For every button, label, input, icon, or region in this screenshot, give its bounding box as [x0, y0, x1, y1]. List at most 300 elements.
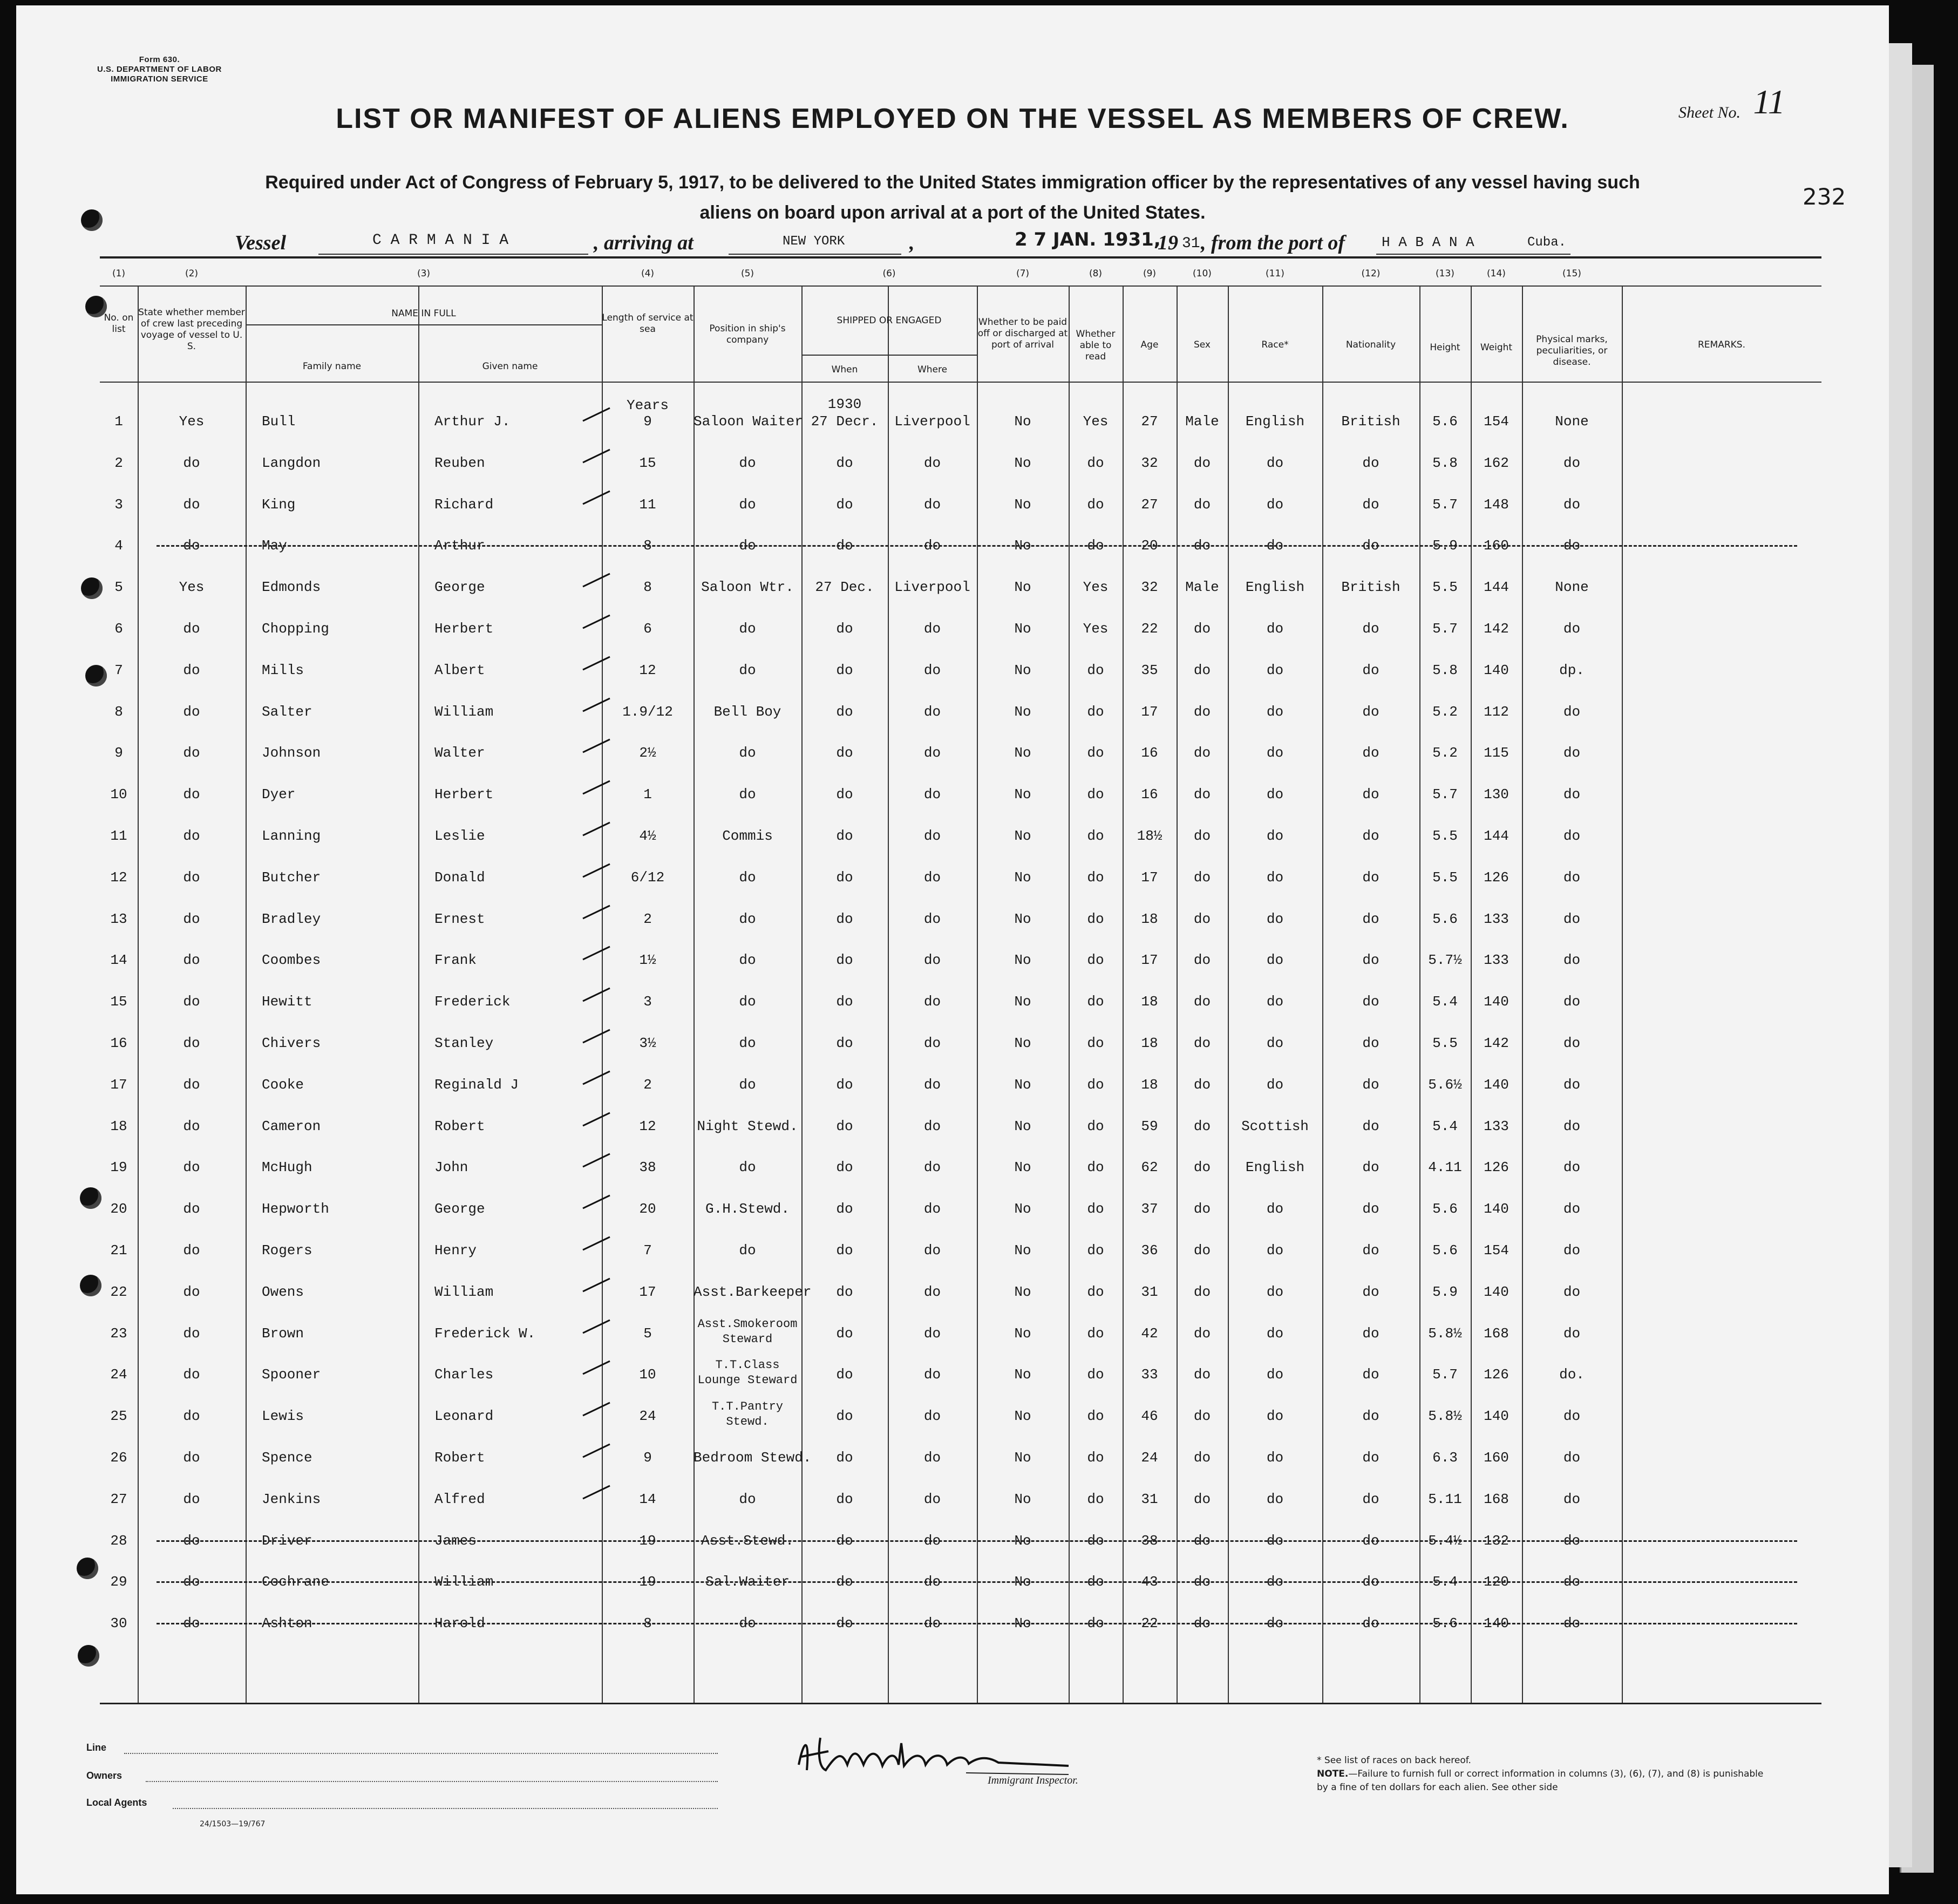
cell-length: 1½: [639, 952, 656, 969]
cell-position: Asst.Smokeroom Steward: [697, 1317, 798, 1346]
cell-sex: Male: [1185, 413, 1219, 430]
cell-length: 6: [643, 621, 652, 637]
cell-when: do: [836, 828, 853, 844]
cell-race: do: [1266, 1491, 1284, 1507]
cell-prev: do: [183, 1076, 200, 1093]
cell-height: 5.8: [1432, 454, 1458, 471]
cell-age: 32: [1141, 579, 1158, 596]
cell-age: 27: [1141, 496, 1158, 513]
cell-sex: do: [1193, 1615, 1211, 1632]
cell-given: Walter: [434, 745, 485, 761]
cell-where: do: [923, 1491, 941, 1507]
from-country: Cuba.: [1527, 235, 1567, 250]
cell-prev: do: [183, 828, 200, 844]
cell-when: do: [836, 869, 853, 886]
punch-hole-icon: [80, 1187, 101, 1209]
cell-no: 1: [114, 413, 123, 430]
cell-family: Driver: [262, 1532, 312, 1549]
cell-given: Robert: [434, 1450, 485, 1466]
check-mark-icon: [580, 818, 613, 840]
penalty-note: [1317, 1767, 1770, 1794]
cell-read: do: [1087, 910, 1104, 927]
check-mark-icon: [580, 611, 613, 633]
cell-no: 4: [114, 538, 123, 554]
cell-length: 5: [643, 1325, 652, 1342]
cell-race: do: [1266, 1325, 1284, 1342]
cell-weight: 140: [1484, 1076, 1509, 1093]
cell-age: 43: [1141, 1574, 1158, 1590]
cell-weight: 140: [1484, 1201, 1509, 1218]
cell-age: 59: [1141, 1118, 1158, 1134]
cell-paid: No: [1014, 910, 1031, 927]
cell-sex: do: [1193, 1035, 1211, 1051]
cell-paid: No: [1014, 869, 1031, 886]
cell-no: 3: [114, 496, 123, 513]
cell-prev: do: [183, 1366, 200, 1383]
cell-physical: dp.: [1559, 662, 1585, 678]
cell-weight: 126: [1484, 1159, 1509, 1176]
column-rule: [246, 285, 247, 1703]
cell-length: 8: [643, 579, 652, 596]
cell-physical: do: [1563, 1283, 1581, 1300]
column-number: (15): [1562, 268, 1581, 279]
cell-family: Langdon: [262, 454, 321, 471]
from-port-underline: [1376, 254, 1571, 255]
cell-read: do: [1087, 1574, 1104, 1590]
cell-no: 17: [110, 1076, 127, 1093]
cell-position: T.T.Class Lounge Steward: [697, 1358, 798, 1388]
column-number: (9): [1143, 268, 1157, 279]
cell-family: Hewitt: [262, 994, 312, 1010]
cell-physical: do: [1563, 1118, 1581, 1134]
cell-no: 16: [110, 1035, 127, 1051]
cell-race: do: [1266, 538, 1284, 554]
cell-no: 25: [110, 1408, 127, 1425]
cell-physical: do: [1563, 1408, 1581, 1425]
cell-race: do: [1266, 1366, 1284, 1383]
cell-physical: do: [1563, 910, 1581, 927]
cell-no: 26: [110, 1450, 127, 1466]
cell-paid: No: [1014, 1035, 1031, 1051]
cell-read: do: [1087, 745, 1104, 761]
cell-physical: do: [1563, 1242, 1581, 1259]
header-remarks: REMARKS.: [1697, 339, 1745, 350]
cell-paid: No: [1014, 1159, 1031, 1176]
cell-nationality: British: [1341, 579, 1400, 596]
cell-length: 9: [643, 1450, 652, 1466]
cell-no: 2: [114, 454, 123, 471]
cell-no: 19: [110, 1159, 127, 1176]
cell-length: 9: [643, 413, 652, 430]
cell-family: Rogers: [262, 1242, 312, 1259]
cell-no: 14: [110, 952, 127, 969]
cell-position: do: [739, 910, 756, 927]
cell-paid: No: [1014, 828, 1031, 844]
cell-where: do: [923, 1283, 941, 1300]
cell-length: 3½: [639, 1035, 656, 1051]
cell-nationality: do: [1362, 1076, 1379, 1093]
strike-line: [157, 1581, 1797, 1583]
check-mark-icon: [580, 1025, 613, 1047]
cell-when: do: [836, 1366, 853, 1383]
cell-prev: do: [183, 1574, 200, 1590]
cell-family: Lanning: [262, 828, 321, 844]
cell-height: 5.4½: [1428, 1532, 1462, 1549]
cell-height: 5.7: [1432, 496, 1458, 513]
cell-prev: do: [183, 1615, 200, 1632]
check-mark-icon: [580, 694, 613, 716]
cell-weight: 133: [1484, 1118, 1509, 1134]
cell-race: do: [1266, 828, 1284, 844]
cell-read: Yes: [1083, 579, 1109, 596]
cell-length-unit: Years: [626, 397, 669, 413]
cell-race: do: [1266, 869, 1284, 886]
cell-physical: do: [1563, 1035, 1581, 1051]
cell-height: 5.6: [1432, 1615, 1458, 1632]
cell-weight: 154: [1484, 1242, 1509, 1259]
cell-read: do: [1087, 869, 1104, 886]
cell-where: do: [923, 496, 941, 513]
cell-sex: do: [1193, 910, 1211, 927]
cell-paid: No: [1014, 1574, 1031, 1590]
cell-when: 27 Decr.: [811, 413, 879, 430]
cell-age: 33: [1141, 1366, 1158, 1383]
punch-hole-icon: [81, 577, 103, 599]
cell-position: Asst.Barkeeper: [694, 1283, 812, 1300]
cell-physical: do: [1563, 952, 1581, 969]
cell-height: 6.3: [1432, 1450, 1458, 1466]
cell-sex: do: [1193, 538, 1211, 554]
cell-sex: do: [1193, 1076, 1211, 1093]
cell-length: 8: [643, 1615, 652, 1632]
cell-sex: do: [1193, 994, 1211, 1010]
check-mark-icon: [580, 860, 613, 881]
cell-height: 5.7½: [1428, 952, 1462, 969]
cell-weight: 140: [1484, 662, 1509, 678]
cell-race: do: [1266, 1408, 1284, 1425]
year-suffix: 31: [1182, 235, 1200, 252]
cell-length: 24: [639, 1408, 656, 1425]
cell-given: James: [434, 1532, 477, 1549]
check-mark-icon: [580, 984, 613, 1005]
cell-when: do: [836, 1615, 853, 1632]
cell-no: 18: [110, 1118, 127, 1134]
cell-weight: 168: [1484, 1325, 1509, 1342]
cell-paid: No: [1014, 952, 1031, 969]
cell-given: Henry: [434, 1242, 477, 1259]
cell-where: do: [923, 454, 941, 471]
subtitle-line: aliens on board upon arrival at a port of the United States.: [699, 202, 1206, 223]
cell-paid: No: [1014, 538, 1031, 554]
cell-paid: No: [1014, 1325, 1031, 1342]
cell-read: do: [1087, 1118, 1104, 1134]
cell-given: Arthur: [434, 538, 485, 554]
cell-length: 6/12: [630, 869, 665, 886]
from-label: , from the port of: [1201, 232, 1345, 254]
cell-nationality: do: [1362, 869, 1379, 886]
cell-when: do: [836, 662, 853, 678]
cell-length: 14: [639, 1491, 656, 1507]
cell-weight: 140: [1484, 1615, 1509, 1632]
cell-paid: No: [1014, 1283, 1031, 1300]
cell-given: Ernest: [434, 910, 485, 927]
check-mark-icon: [580, 1233, 613, 1254]
cell-height: 5.11: [1428, 1491, 1462, 1507]
cell-sex: do: [1193, 703, 1211, 720]
cell-where: do: [923, 1532, 941, 1549]
cell-paid: No: [1014, 1242, 1031, 1259]
cell-race: do: [1266, 1283, 1284, 1300]
cell-no: 5: [114, 579, 123, 596]
cell-nationality: do: [1362, 1574, 1379, 1590]
column-number: (3): [417, 268, 431, 279]
cell-family: McHugh: [262, 1159, 312, 1176]
cell-physical: do.: [1559, 1366, 1585, 1383]
header-shipped-engaged: SHIPPED OR ENGAGED: [837, 315, 942, 326]
cell-where: do: [923, 1615, 941, 1632]
cell-given: Leonard: [434, 1408, 494, 1425]
cell-race: do: [1266, 1532, 1284, 1549]
cell-nationality: do: [1362, 1325, 1379, 1342]
cell-read: do: [1087, 786, 1104, 803]
inspector-label: Immigrant Inspector.: [988, 1774, 1078, 1786]
cell-given: Stanley: [434, 1035, 494, 1051]
cell-sex: do: [1193, 1283, 1211, 1300]
cell-prev: do: [183, 496, 200, 513]
header-no-on-list: No. on list: [104, 312, 134, 335]
cell-nationality: do: [1362, 745, 1379, 761]
cell-where: do: [923, 1118, 941, 1134]
cell-nationality: do: [1362, 1118, 1379, 1134]
cell-position: do: [739, 952, 756, 969]
cell-no: 27: [110, 1491, 127, 1507]
cell-given: Charles: [434, 1366, 494, 1383]
cell-family: Spence: [262, 1450, 312, 1466]
cell-read: do: [1087, 538, 1104, 554]
cell-nationality: do: [1362, 703, 1379, 720]
column-number: (7): [1016, 268, 1030, 279]
cell-position: Asst.Stewd.: [701, 1532, 794, 1549]
cell-sex: do: [1193, 786, 1211, 803]
from-port: H A B A N A: [1382, 234, 1474, 250]
cell-weight: 160: [1484, 1450, 1509, 1466]
cell-position: do: [739, 1242, 756, 1259]
cell-height: 5.9: [1432, 538, 1458, 554]
cell-nationality: do: [1362, 1491, 1379, 1507]
cell-family: Brown: [262, 1325, 304, 1342]
cell-nationality: do: [1362, 1408, 1379, 1425]
cell-when: do: [836, 910, 853, 927]
cell-age: 31: [1141, 1283, 1158, 1300]
cell-family: Johnson: [262, 745, 321, 761]
cell-read: do: [1087, 1201, 1104, 1218]
cell-paid: No: [1014, 662, 1031, 678]
cell-given: George: [434, 579, 485, 596]
arrival-port: NEW YORK: [783, 234, 845, 249]
cell-race: do: [1266, 1242, 1284, 1259]
cell-when: do: [836, 1574, 853, 1590]
check-mark-icon: [580, 445, 613, 467]
cell-sex: do: [1193, 1325, 1211, 1342]
cell-given: William: [434, 1283, 494, 1300]
cell-weight: 144: [1484, 579, 1509, 596]
cell-age: 31: [1141, 1491, 1158, 1507]
column-number: (1): [112, 268, 126, 279]
cell-read: Yes: [1083, 413, 1109, 430]
cell-where: do: [923, 745, 941, 761]
cell-no: 9: [114, 745, 123, 761]
cell-age: 62: [1141, 1159, 1158, 1176]
cell-weight: 162: [1484, 454, 1509, 471]
strike-line: [157, 1540, 1797, 1542]
cell-when: do: [836, 496, 853, 513]
cell-where: do: [923, 662, 941, 678]
cell-age: 32: [1141, 454, 1158, 471]
department: U.S. DEPARTMENT OF LABOR: [97, 65, 222, 74]
cell-given: Harold: [434, 1615, 485, 1632]
cell-weight: 140: [1484, 1283, 1509, 1300]
crew-table: [100, 256, 1821, 1704]
cell-given: William: [434, 703, 494, 720]
page-title: LIST OR MANIFEST OF ALIENS EMPLOYED ON THE VESSEL AS MEMBERS OF CREW.: [336, 103, 1569, 134]
subtitle-line: Required under Act of Congress of February 5, 1917, to be delivered to the United States immigration officer by the representatives of any vessel having such: [265, 172, 1640, 193]
cell-when: 27 Dec.: [815, 579, 874, 596]
cell-position: G.H.Stewd.: [705, 1201, 790, 1218]
cell-height: 5.8: [1432, 662, 1458, 678]
cell-prev: do: [183, 1242, 200, 1259]
cell-length: 19: [639, 1574, 656, 1590]
cell-where: do: [923, 1408, 941, 1425]
cell-no: 10: [110, 786, 127, 803]
check-mark-icon: [580, 487, 613, 508]
cell-family: Spooner: [262, 1366, 321, 1383]
cell-height: 5.4: [1432, 1118, 1458, 1134]
year-prefix: 19: [1158, 232, 1178, 254]
agents-label: Local Agents: [86, 1797, 147, 1808]
cell-height: 5.5: [1432, 828, 1458, 844]
cell-family: Lewis: [262, 1408, 304, 1425]
cell-prev: do: [183, 1408, 200, 1425]
cell-family: King: [262, 496, 296, 513]
cell-when: do: [836, 1242, 853, 1259]
date-stamp: 2 7 JAN. 1931,: [1015, 229, 1161, 250]
cell-weight: 140: [1484, 1408, 1509, 1425]
cell-when: do: [836, 952, 853, 969]
cell-no: 24: [110, 1366, 127, 1383]
header-when: When: [831, 364, 858, 375]
cell-when: do: [836, 994, 853, 1010]
cell-race: English: [1245, 1159, 1305, 1176]
cell-when: do: [836, 1201, 853, 1218]
cell-where: do: [923, 1201, 941, 1218]
cell-given: Reuben: [434, 454, 485, 471]
note-prefix: NOTE.: [1317, 1769, 1349, 1779]
cell-physical: do: [1563, 496, 1581, 513]
cell-prev: do: [183, 1325, 200, 1342]
cell-prev: do: [183, 1118, 200, 1134]
cell-sex: do: [1193, 828, 1211, 844]
check-mark-icon: [580, 1067, 613, 1089]
cell-physical: do: [1563, 1076, 1581, 1093]
cell-paid: No: [1014, 413, 1031, 430]
cell-where: do: [923, 952, 941, 969]
cell-family: May: [262, 538, 287, 554]
cell-prev: do: [183, 703, 200, 720]
header-sex: Sex: [1193, 339, 1211, 350]
cell-position: Bell Boy: [713, 703, 781, 720]
cell-where: do: [923, 1076, 941, 1093]
strike-line: [157, 1623, 1797, 1624]
cell-position: do: [739, 662, 756, 678]
cell-position: do: [739, 538, 756, 554]
cell-no: 12: [110, 869, 127, 886]
cell-nationality: do: [1362, 496, 1379, 513]
cell-given: John: [434, 1159, 468, 1176]
header-nationality: Nationality: [1345, 339, 1396, 350]
cell-race: do: [1266, 454, 1284, 471]
cell-weight: 132: [1484, 1532, 1509, 1549]
cell-nationality: do: [1362, 1159, 1379, 1176]
cell-read: Yes: [1083, 621, 1109, 637]
cell-given: Reginald J: [434, 1076, 519, 1093]
cell-physical: do: [1563, 1532, 1581, 1549]
check-mark-icon: [580, 942, 613, 964]
cell-position: do: [739, 994, 756, 1010]
cell-no: 28: [110, 1532, 127, 1549]
cell-length: 17: [639, 1283, 656, 1300]
cell-height: 5.8½: [1428, 1408, 1462, 1425]
cell-nationality: do: [1362, 1532, 1379, 1549]
check-mark-icon: [580, 777, 613, 798]
cell-given: Donald: [434, 869, 485, 886]
cell-when: do: [836, 621, 853, 637]
check-mark-icon: [580, 404, 613, 425]
cell-read: do: [1087, 952, 1104, 969]
cell-physical: do: [1563, 454, 1581, 471]
cell-age: 38: [1141, 1532, 1158, 1549]
check-mark-icon: [580, 1440, 613, 1461]
cell-weight: 115: [1484, 745, 1509, 761]
punch-hole-icon: [80, 1275, 101, 1296]
cell-paid: No: [1014, 994, 1031, 1010]
header-length-service: Length of service at sea: [602, 312, 694, 335]
cell-read: do: [1087, 1615, 1104, 1632]
cell-prev: do: [183, 1201, 200, 1218]
cell-sex: do: [1193, 1574, 1211, 1590]
cell-where: do: [923, 786, 941, 803]
cell-sex: do: [1193, 496, 1211, 513]
cell-nationality: do: [1362, 1615, 1379, 1632]
form-note: [1317, 1754, 1770, 1794]
cell-no: 23: [110, 1325, 127, 1342]
cell-read: do: [1087, 1450, 1104, 1466]
table-rule: [801, 355, 977, 356]
vessel-underline: [318, 254, 588, 255]
cell-when: do: [836, 1076, 853, 1093]
header-paid-off: Whether to be paid off or discharged at port of arrival: [977, 317, 1068, 350]
cell-height: 5.2: [1432, 745, 1458, 761]
cell-nationality: do: [1362, 454, 1379, 471]
cell-position: Saloon Waiter: [694, 413, 803, 430]
cell-age: 16: [1141, 786, 1158, 803]
form-number: Form 630.: [139, 55, 180, 64]
cell-physical: do: [1563, 994, 1581, 1010]
cell-height: 5.2: [1432, 703, 1458, 720]
cell-paid: No: [1014, 786, 1031, 803]
cell-where: do: [923, 1366, 941, 1383]
cell-height: 5.6: [1432, 413, 1458, 430]
cell-sex: do: [1193, 621, 1211, 637]
